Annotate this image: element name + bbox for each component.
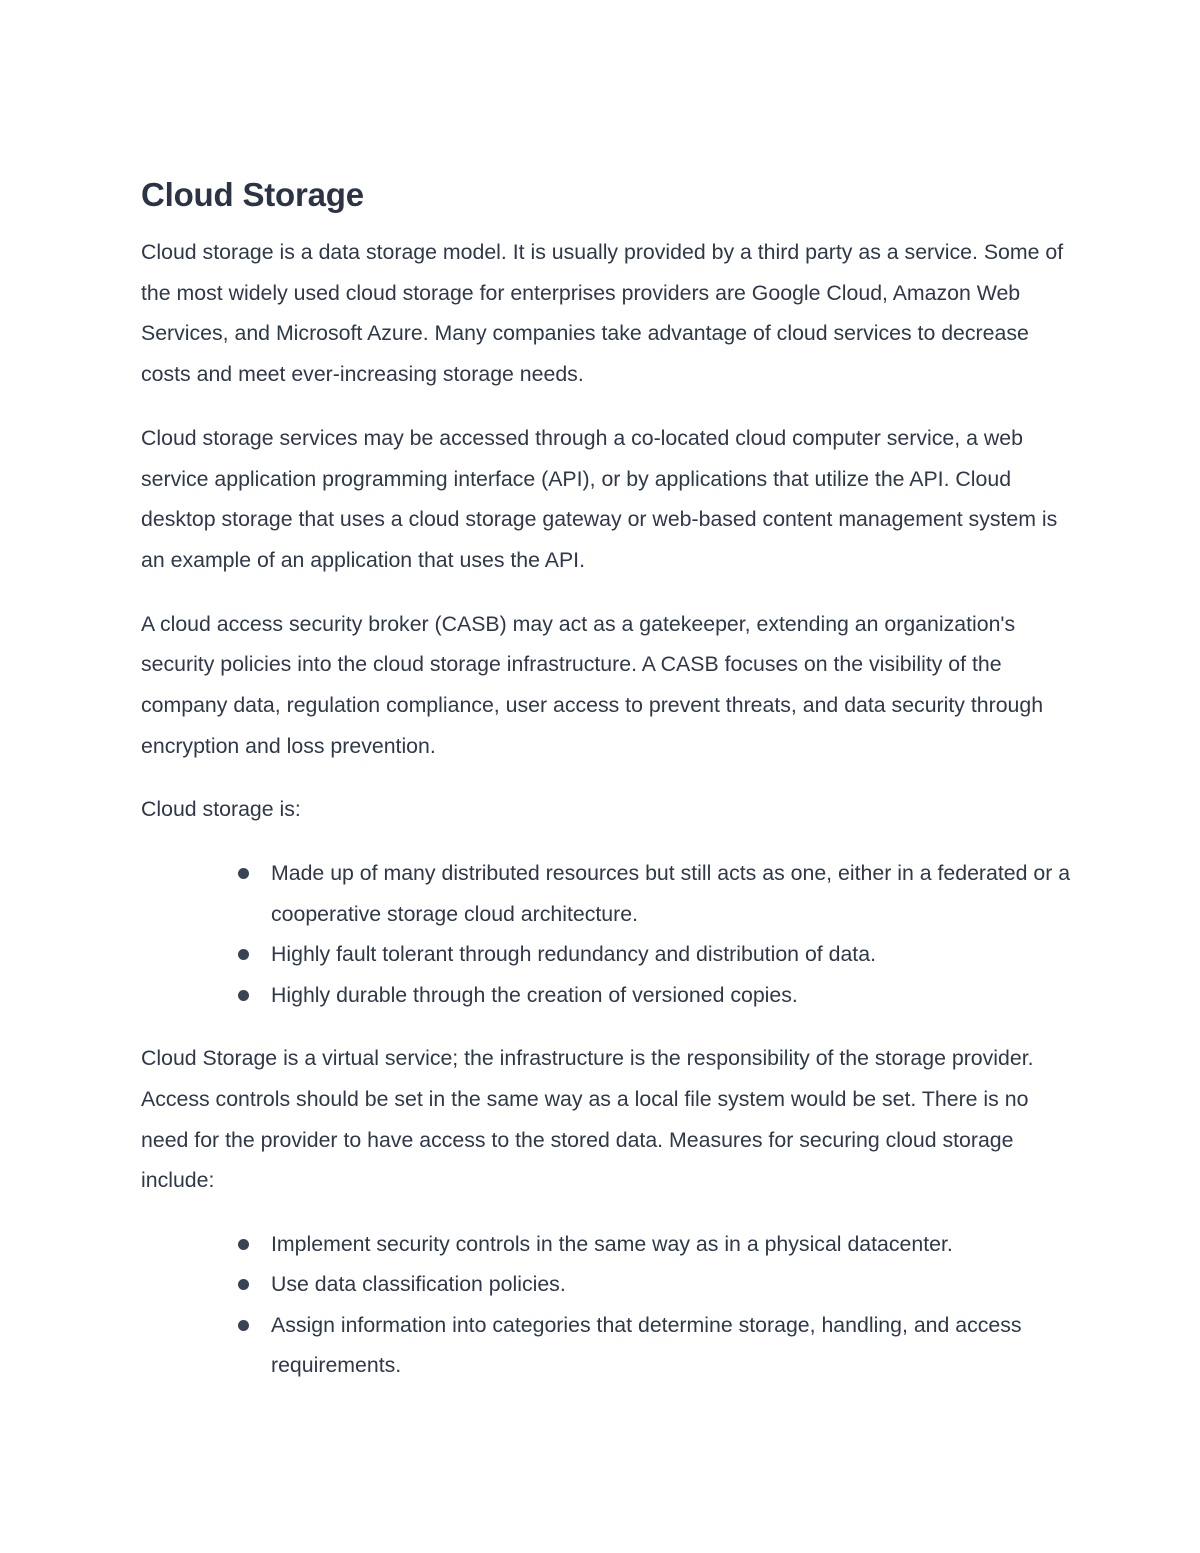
bullet-dot-icon: [238, 868, 249, 879]
measures-list: [141, 1224, 1071, 1386]
paragraph-intro: Cloud storage is a data storage model. It is usually provided by a third party as a service. Some of the most widely used cloud storage for enterprises providers are Google Cloud, Amazon Web Services, and Microsoft Azure. Many companies take advantage of cloud services to decrease costs and meet ever-increasing storage needs.: [141, 240, 1064, 387]
list-item-text: Assign information into categories that determine storage, handling, and access requirements.: [271, 1312, 1022, 1378]
bullet-dot-icon: [238, 990, 249, 1001]
paragraph-access: Cloud storage services may be accessed through a co-located cloud computer service, a web service application programming interface (API), or by applications that utilize the API. Cloud desktop storage that uses a cloud storage gateway or web-based content management system is an example of an application that uses the API.: [141, 425, 1058, 572]
list-item: [271, 934, 1071, 975]
list-item-text: Highly fault tolerant through redundancy and distribution of data.: [271, 942, 876, 967]
page-title: Cloud Storage: [141, 176, 364, 213]
characteristics-list: [141, 853, 1071, 1015]
bullet-dot-icon: [238, 1279, 249, 1290]
bullet-dot-icon: [238, 1320, 249, 1331]
document-page: [141, 172, 1071, 1409]
bullet-dot-icon: [238, 1239, 249, 1250]
list-item-text: Made up of many distributed resources but still acts as one, either in a federated or a cooperative storage cloud architecture.: [271, 861, 1071, 926]
list-item: [271, 853, 1071, 934]
list-item-text: Implement security controls in the same way as in a physical datacenter.: [271, 1231, 953, 1256]
list-item-text: Highly durable through the creation of versioned copies.: [271, 982, 798, 1007]
paragraph-casb: A cloud access security broker (CASB) may act as a gatekeeper, extending an organization's security policies into the cloud storage infrastructure. A CASB focuses on the visibility of the company data, regulation compliance, user access to prevent threats, and data security through encryption and loss prevention.: [141, 611, 1044, 758]
list-item: [271, 1224, 1071, 1265]
list-item: [271, 975, 1071, 1016]
list-item-text: Use data classification policies.: [271, 1272, 566, 1297]
paragraph-virtual-service: Cloud Storage is a virtual service; the infrastructure is the responsibility of the storage provider. Access controls should be set in the same way as a local file system would be set. There is no need for the provider to have access to the stored data. Measures for securing cloud storage include:: [141, 1046, 1034, 1193]
list-item: [271, 1305, 1071, 1386]
list-item: [271, 1264, 1071, 1305]
paragraph-list-intro: Cloud storage is:: [141, 797, 301, 822]
bullet-dot-icon: [238, 949, 249, 960]
